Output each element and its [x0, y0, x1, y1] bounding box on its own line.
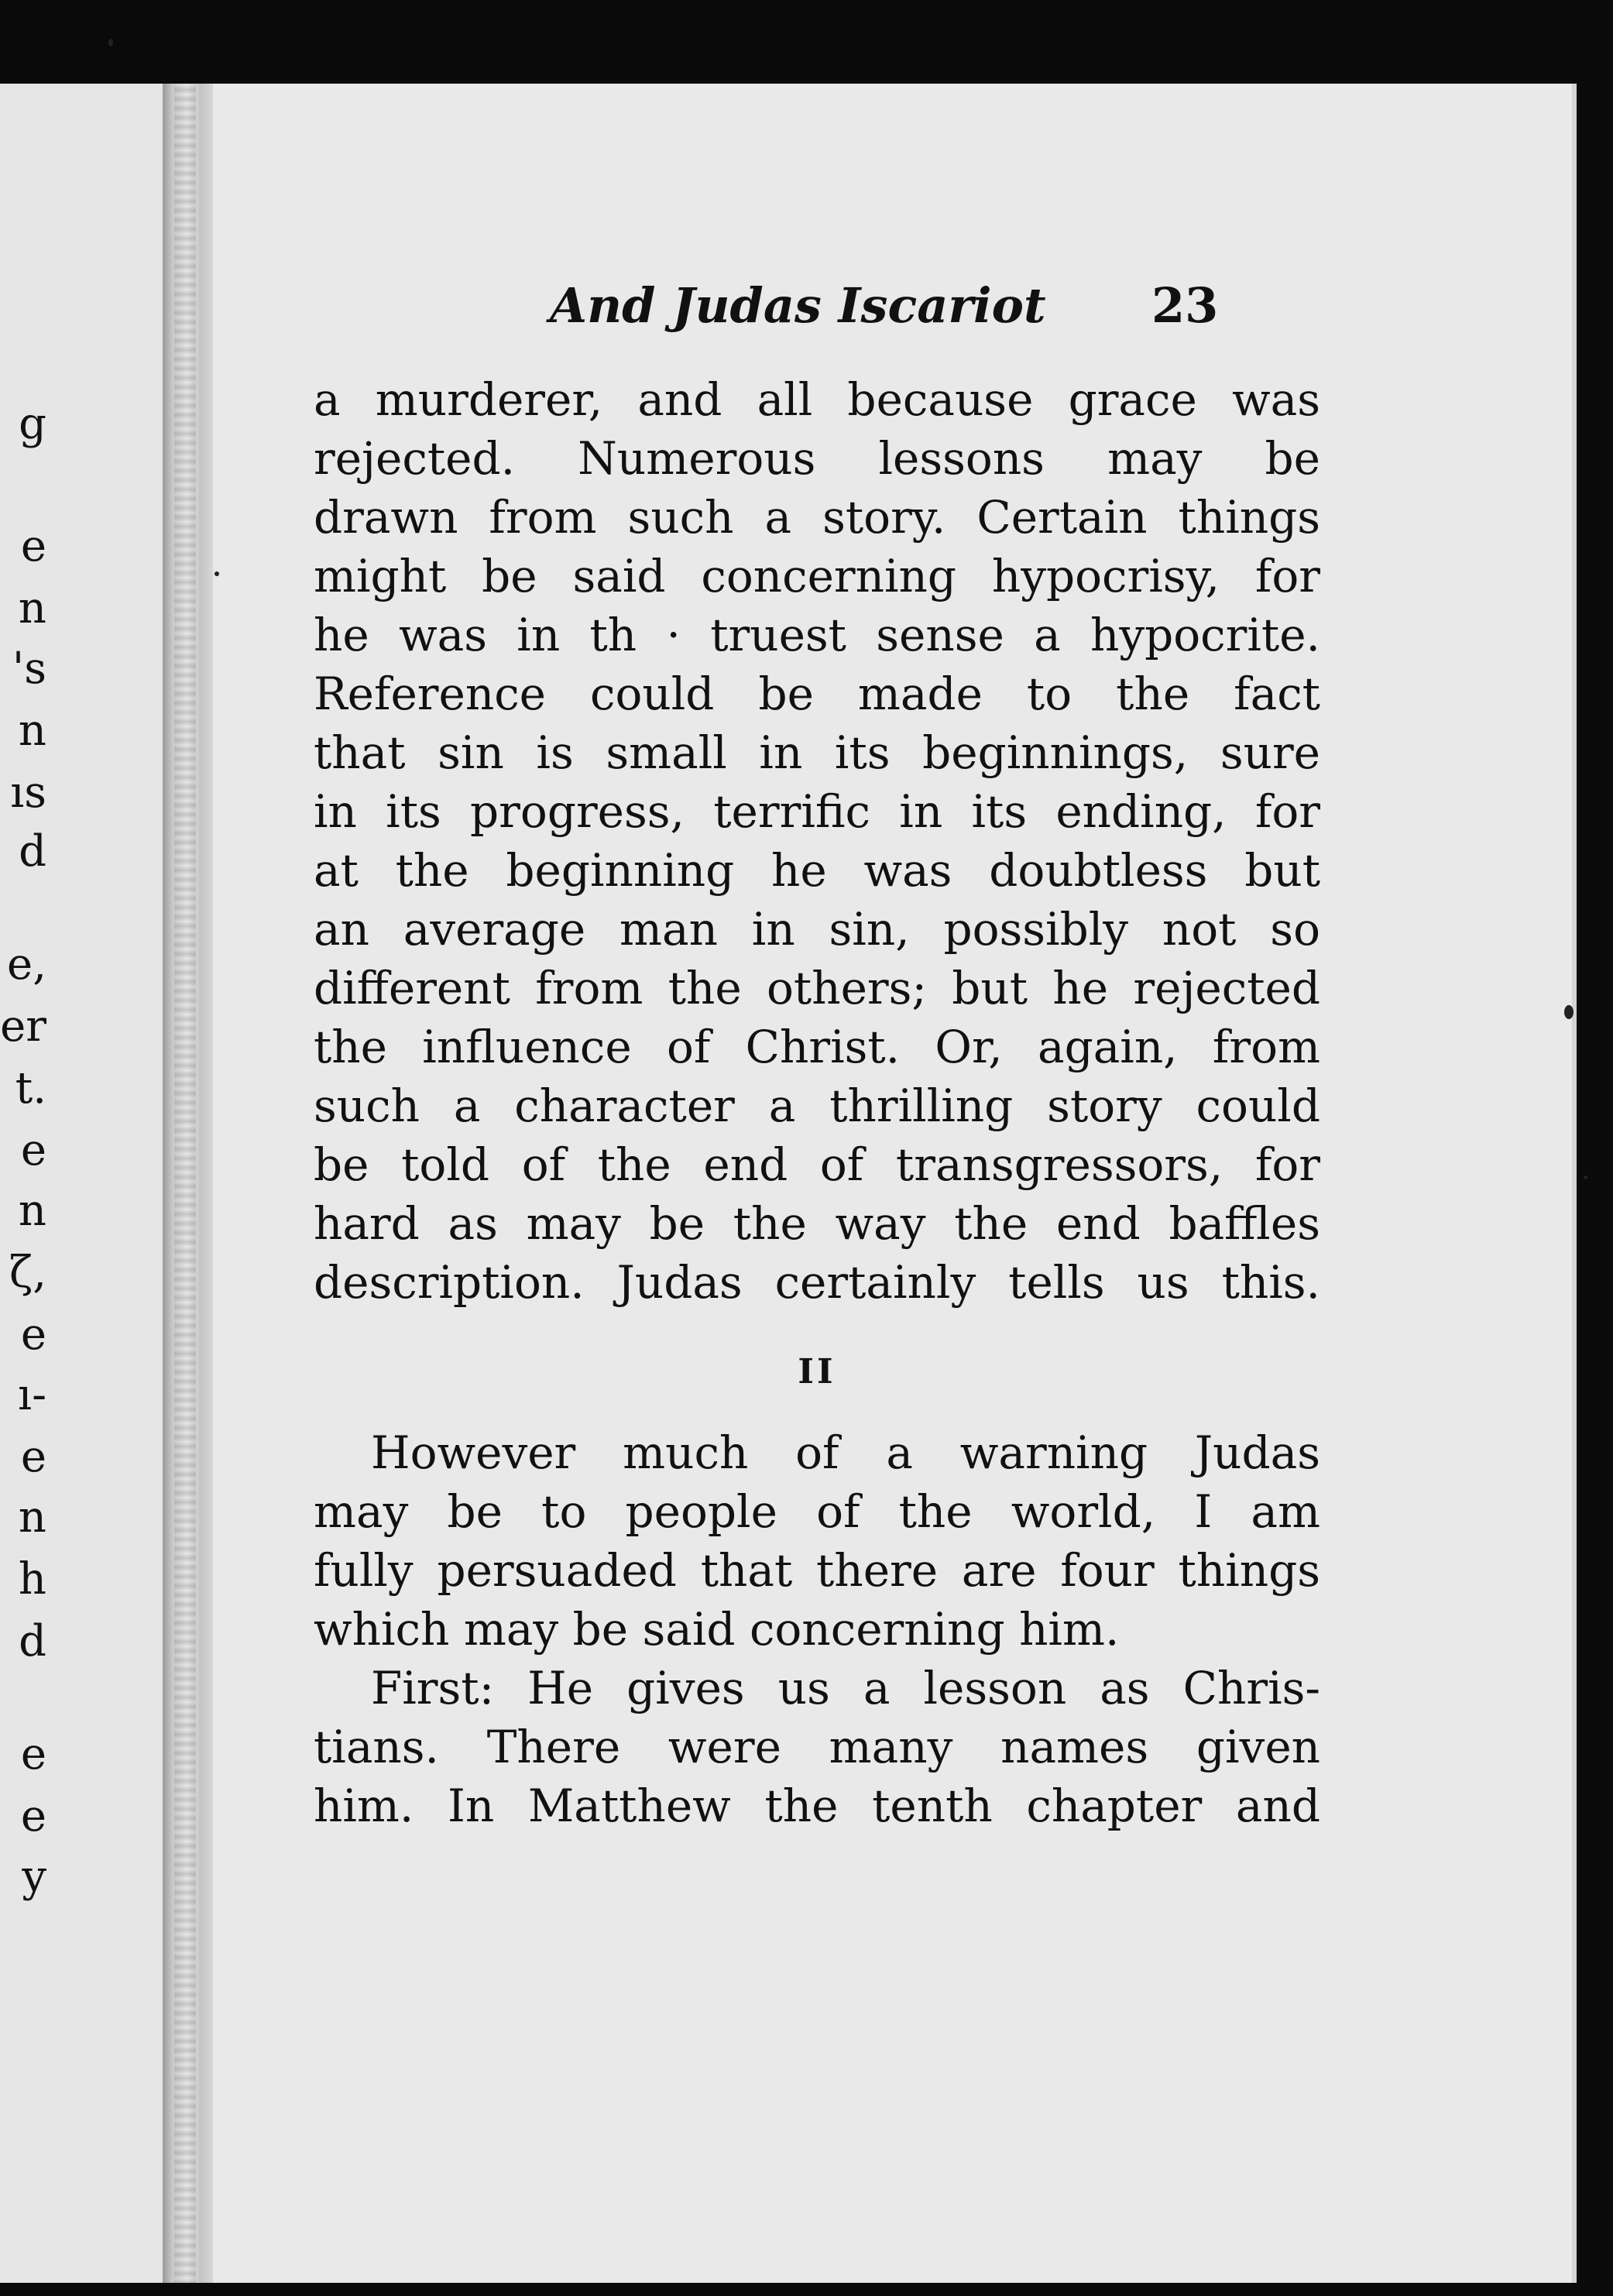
running-head: [213, 277, 1572, 347]
left-fragment: e,: [7, 939, 46, 990]
text-line: However much of a warning Judas: [371, 1426, 1320, 1479]
section-number: II: [798, 1352, 836, 1392]
paragraph-2: [314, 1423, 1320, 1659]
scan-speck: [108, 39, 113, 46]
right-page: [213, 84, 1577, 2283]
scan-speck: [1564, 1005, 1574, 1019]
left-fragment: ı-: [18, 1370, 46, 1420]
left-fragment: e: [20, 1729, 46, 1779]
left-fragment: er: [0, 1001, 46, 1052]
left-fragment: 's: [12, 643, 46, 694]
left-facing-page: [0, 84, 163, 2283]
text-line: description. Judas certainly tells us this.: [314, 1256, 1320, 1309]
body-text: [314, 370, 1320, 1835]
left-fragment: e: [20, 1791, 46, 1841]
text-line: he was in th · truest sense a hypocrite.: [314, 609, 1320, 661]
text-line: First: He gives us a lesson as Chris-: [371, 1662, 1320, 1714]
paragraph-3: [314, 1659, 1320, 1835]
text-line: tians. There were many names given: [314, 1721, 1320, 1773]
text-line: hard as may be the way the end baffles: [314, 1197, 1320, 1250]
left-fragment: d: [19, 1616, 46, 1666]
scan-speck: [1584, 1175, 1587, 1179]
text-line: in its progress, terrific in its ending, for: [314, 785, 1320, 838]
left-fragment: t.: [15, 1063, 46, 1114]
text-line: Reference could be made to the fact: [314, 668, 1320, 720]
left-fragment: e: [20, 1125, 46, 1175]
text-line: be told of the end of transgressors, for: [314, 1138, 1320, 1191]
text-line: such a character a thrilling story could: [314, 1079, 1320, 1132]
left-fragment: e: [20, 521, 46, 571]
paragraph-1: [314, 370, 1320, 1312]
left-fragment: ıs: [10, 767, 46, 818]
left-fragment: d: [19, 826, 46, 877]
left-fragment: n: [18, 583, 46, 633]
text-line: him. In Matthew the tenth chapter and: [314, 1779, 1320, 1832]
running-title: And Judas Iscariot: [550, 277, 1046, 334]
text-line: drawn from such a story. Certain things: [314, 491, 1320, 544]
left-fragment: n: [18, 1186, 46, 1236]
left-fragment: g: [19, 399, 46, 449]
text-line: an average man in sin, possibly not so: [314, 903, 1320, 956]
text-line: different from the others; but he rejected: [314, 962, 1320, 1014]
left-fragment: ζ,: [9, 1248, 46, 1298]
left-fragment: y: [22, 1852, 46, 1902]
text-line: that sin is small in its beginnings, sure: [314, 726, 1320, 779]
text-line: a murderer, and all because grace was: [314, 373, 1320, 426]
page-number: 23: [1151, 277, 1219, 334]
text-line: rejected. Numerous lessons may be: [314, 432, 1320, 485]
left-fragment: e: [20, 1309, 46, 1360]
left-fragment: e: [20, 1432, 46, 1482]
left-fragment: n: [18, 1492, 46, 1543]
text-line: at the beginning he was doubtless but: [314, 844, 1320, 897]
text-line: might be said concerning hypocrisy, for: [314, 550, 1320, 602]
scan-speck: [214, 571, 219, 576]
text-line: may be to people of the world, I am: [314, 1485, 1320, 1538]
left-fragment: h: [18, 1554, 46, 1604]
text-line: the influence of Christ. Or, again, from: [314, 1021, 1320, 1073]
gutter-shadow: [174, 84, 196, 2283]
left-fragment: n: [18, 705, 46, 756]
text-line: which may be said concerning him.: [314, 1603, 1120, 1656]
text-line: fully persuaded that there are four things: [314, 1544, 1320, 1597]
